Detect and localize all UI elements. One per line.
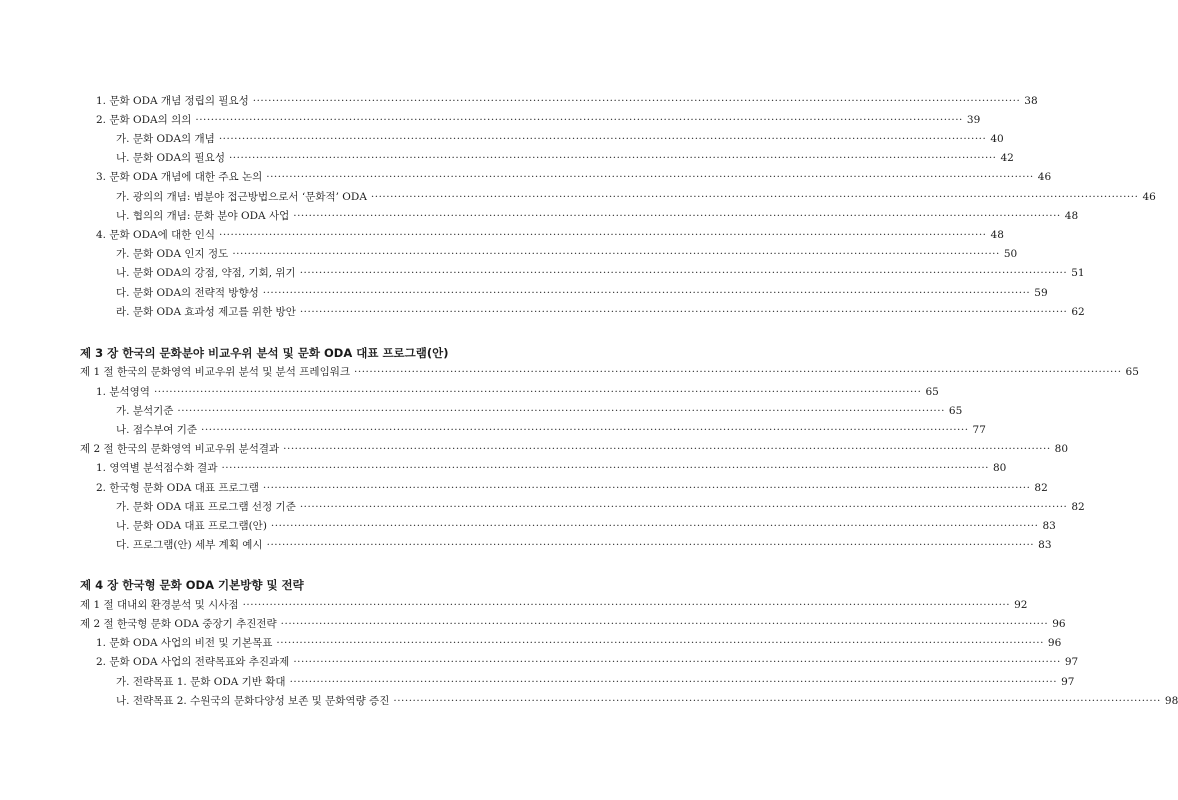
toc-entry[interactable] (96, 460, 1007, 476)
toc-entry-page: 77 (972, 424, 986, 436)
toc-entry-label: 나. 점수부여 기준 (116, 424, 198, 436)
toc-entry-page: 65 (948, 405, 963, 417)
toc-entry-page: 80 (993, 462, 1007, 474)
leader-dots: ········································································································································································································ (232, 248, 1000, 260)
toc-entry-label: 가. 문화 ODA 대표 프로그램 선정 기준 (116, 501, 296, 513)
toc-entry-page: 42 (1000, 152, 1014, 164)
toc-entry-label: 1. 문화 ODA 사업의 비전 및 기본목표 (96, 637, 273, 649)
toc-entry-label: 가. 분석기준 (116, 405, 174, 417)
toc-entry-label: 가. 광의의 개념: 범분야 접근방법으로서 ‘문화적’ ODA (116, 191, 367, 203)
toc-entry-label: 1. 영역별 분석점수화 결과 (96, 462, 218, 474)
toc-entry[interactable] (96, 112, 981, 128)
leader-dots: ········································································································································································································ (218, 229, 987, 241)
toc-entry-page: 82 (1071, 501, 1085, 513)
toc-entry-label: 2. 문화 ODA 사업의 전략목표와 추진과제 (96, 656, 290, 668)
leader-dots: ········································································································································································································ (299, 501, 1068, 513)
toc-entry-label: 제 1 절 대내외 환경분석 및 시사점 (80, 599, 239, 611)
toc-entry[interactable] (116, 208, 1079, 224)
toc-entry[interactable] (116, 150, 1014, 166)
toc-entry[interactable] (116, 518, 1056, 534)
toc-entry[interactable] (80, 616, 1066, 632)
toc-entry-page: 40 (990, 133, 1004, 145)
toc-entry[interactable] (116, 131, 1004, 147)
leader-dots: ········································································································································································································ (293, 210, 1061, 222)
leader-dots: ········································································································································································································ (242, 599, 1011, 611)
leader-dots: ········································································································································································································ (221, 462, 989, 474)
toc-entry[interactable] (116, 246, 1018, 262)
toc-entry[interactable] (116, 285, 1048, 301)
toc-entry-page: 97 (1064, 656, 1079, 668)
toc-entry[interactable] (96, 227, 1004, 243)
toc-entry[interactable] (116, 304, 1085, 320)
toc-entry[interactable] (96, 480, 1048, 496)
toc-entry-label: 나. 전략목표 2. 수원국의 문화다양성 보존 및 문화역량 증진 (116, 695, 390, 707)
toc-entry-page: 97 (1061, 676, 1075, 688)
toc-entry[interactable] (80, 441, 1069, 457)
toc-entry-page: 96 (1052, 618, 1066, 630)
toc-entry-page: 51 (1071, 267, 1085, 279)
leader-dots: ········································································································································································································ (252, 95, 1021, 107)
toc-entry-page: 65 (1125, 366, 1139, 378)
toc-entry[interactable] (116, 403, 963, 419)
leader-dots: ········································································································································································································ (293, 656, 1061, 668)
toc-entry[interactable] (96, 384, 939, 400)
toc-entry-label: 다. 문화 ODA의 전략적 방향성 (116, 287, 259, 299)
toc-entry-page: 39 (966, 114, 981, 126)
toc-entry-page: 46 (1037, 171, 1052, 183)
toc-entry-label: 2. 한국형 문화 ODA 대표 프로그램 (96, 482, 259, 494)
leader-dots: ········································································································································································································ (299, 267, 1068, 279)
leader-dots: ········································································································································································································ (283, 443, 1051, 455)
toc-entry-label: 제 2 절 한국의 문화영역 비교우위 분석결과 (80, 443, 280, 455)
leader-dots: ········································································································································································································ (393, 695, 1161, 707)
chapter-3-heading[interactable]: 제 3 장 한국의 문화분야 비교우위 분석 및 문화 ODA 대표 프로그램(안) (80, 346, 449, 360)
leader-dots: ········································································································································································································ (153, 386, 922, 398)
toc-entry-label: 3. 문화 ODA 개념에 대한 주요 논의 (96, 171, 263, 183)
toc-entry-label: 1. 분석영역 (96, 386, 150, 398)
toc-entry-label: 제 1 절 한국의 문화영역 비교우위 분석 및 분석 프레임워크 (80, 366, 351, 378)
toc-entry-label: 라. 문화 ODA 효과성 제고를 위한 방안 (116, 306, 296, 318)
leader-dots: ········································································································································································································ (195, 114, 963, 126)
leader-dots: ········································································································································································································ (354, 366, 1122, 378)
toc-entry-page: 92 (1014, 599, 1028, 611)
toc-entry[interactable] (96, 654, 1079, 670)
leader-dots: ········································································································································································································ (228, 152, 997, 164)
toc-entry-page: 48 (1064, 210, 1079, 222)
leader-dots: ········································································································································································································ (262, 482, 1031, 494)
toc-entry-label: 2. 문화 ODA의 의의 (96, 114, 192, 126)
toc-entry-label: 다. 프로그램(안) 세부 계획 예시 (116, 539, 263, 551)
toc-entry[interactable] (96, 169, 1052, 185)
toc-entry-label: 나. 문화 ODA 대표 프로그램(안) (116, 520, 267, 532)
toc-entry-label: 4. 문화 ODA에 대한 인식 (96, 229, 215, 241)
leader-dots: ········································································································································································································ (276, 637, 1044, 649)
leader-dots: ········································································································································································································ (270, 520, 1039, 532)
toc-entry-page: 50 (1003, 248, 1018, 260)
toc-entry-page: 82 (1034, 482, 1048, 494)
toc-entry[interactable] (80, 364, 1139, 380)
toc-entry-page: 38 (1024, 95, 1038, 107)
chapter-4-heading[interactable]: 제 4 장 한국형 문화 ODA 기본방향 및 전략 (80, 578, 304, 592)
toc-entry-page: 48 (990, 229, 1004, 241)
toc-entry[interactable] (116, 537, 1052, 553)
leader-dots: ········································································································································································································ (299, 306, 1068, 318)
toc-entry-page: 98 (1164, 695, 1178, 707)
leader-dots: ········································································································································································································ (266, 171, 1034, 183)
toc-entry[interactable] (116, 499, 1085, 515)
toc-entry-page: 65 (925, 386, 939, 398)
toc-entry[interactable] (116, 189, 1156, 205)
leader-dots: ········································································································································································································ (370, 191, 1139, 203)
toc-entry-label: 1. 문화 ODA 개념 정립의 필요성 (96, 95, 249, 107)
leader-dots: ········································································································································································································ (280, 618, 1049, 630)
toc-entry-label: 나. 협의의 개념: 문화 분야 ODA 사업 (116, 210, 290, 222)
toc-entry[interactable] (116, 422, 986, 438)
toc-entry-label: 가. 문화 ODA의 개념 (116, 133, 215, 145)
toc-entry-label: 나. 문화 ODA의 강점, 약점, 기회, 위기 (116, 267, 296, 279)
leader-dots: ········································································································································································································ (201, 424, 969, 436)
toc-entry-label: 제 2 절 한국형 문화 ODA 중장기 추진전략 (80, 618, 277, 630)
leader-dots: ········································································································································································································ (177, 405, 945, 417)
leader-dots: ········································································································································································································ (262, 287, 1031, 299)
toc-entry-page: 83 (1038, 539, 1052, 551)
toc-entry-page: 59 (1034, 287, 1048, 299)
toc-entry-page: 62 (1071, 306, 1085, 318)
toc-entry[interactable] (116, 265, 1085, 281)
toc-entry-label: 가. 문화 ODA 인지 정도 (116, 248, 229, 260)
toc-entry-label: 가. 전략목표 1. 문화 ODA 기반 확대 (116, 676, 286, 688)
toc-entry[interactable] (116, 693, 1178, 709)
toc-entry[interactable] (96, 93, 1038, 109)
leader-dots: ········································································································································································································ (266, 539, 1035, 551)
leader-dots: ········································································································································································································ (218, 133, 987, 145)
toc-entry[interactable] (96, 635, 1062, 651)
leader-dots: ········································································································································································································ (289, 676, 1058, 688)
toc-entry-page: 83 (1042, 520, 1056, 532)
toc-entry-label: 나. 문화 ODA의 필요성 (116, 152, 225, 164)
toc-entry[interactable] (116, 674, 1075, 690)
toc-entry[interactable] (80, 597, 1028, 613)
toc-entry-page: 96 (1047, 637, 1062, 649)
toc-entry-page: 46 (1142, 191, 1156, 203)
toc-entry-page: 80 (1054, 443, 1069, 455)
